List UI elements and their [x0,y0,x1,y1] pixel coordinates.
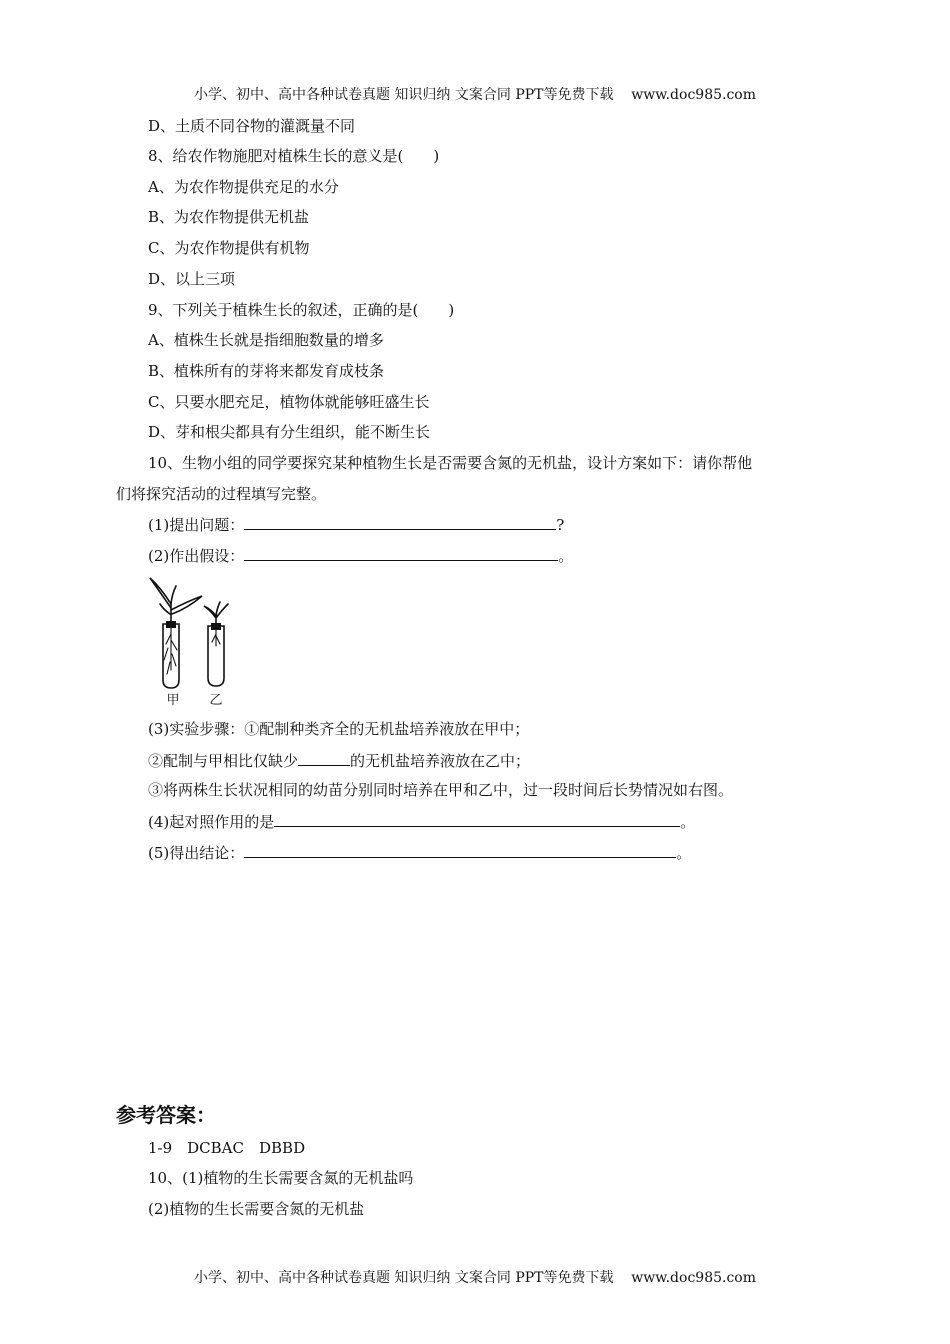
q10-part5 [148,842,691,863]
plant-jia-roots [164,626,177,674]
q9-stem: 9、下列关于植株生长的叙述，正确的是( ) [148,301,455,319]
q9-option-a: A、植株生长就是指细胞数量的增多 [148,331,384,349]
q10-part5-end: 。 [676,844,692,862]
q9-option-c: C、只要水肥充足，植物体就能够旺盛生长 [148,393,430,411]
label-yi: 乙 [209,693,223,706]
q10-part2-blank[interactable] [244,545,558,561]
q10-part1 [148,514,564,535]
q8-stem: 8、给农作物施肥对植株生长的意义是( ) [148,147,440,165]
answers-line1: 1-9 DCBAC DBBD [148,1139,306,1157]
q8-option-c: C、为农作物提供有机物 [148,239,310,257]
q10-step2-before: ②配制与甲相比仅缺少 [148,752,299,770]
q10-part4 [148,811,695,832]
q10-stem-line2: 们将探究活动的过程填写完整。 [116,485,327,503]
q10-part2-label: (2)作出假设： [148,547,245,565]
q9-option-d: D、芽和根尖都具有分生组织，能不断生长 [148,423,431,441]
q10-part1-blank[interactable] [244,514,556,530]
page-header: 小学、初中、高中各种试卷真题 知识归纳 文案合同 PPT等免费下载 www.doc985.com [193,87,756,103]
q10-part4-end: 。 [680,813,696,831]
answers-line2: 10、(1)植物的生长需要含氮的无机盐吗 [148,1169,414,1187]
label-jia: 甲 [166,693,180,706]
page-footer: 小学、初中、高中各种试卷真题 知识归纳 文案合同 PPT等免费下载 www.doc985.com [193,1270,756,1286]
q10-part1-end: ? [556,516,565,534]
plant-yi-leaf-left [204,606,216,618]
q10-part2 [148,545,573,566]
q8-option-b: B、为农作物提供无机盐 [148,208,310,226]
q10-part3-step3: ③将两株生长状况相同的幼苗分别同时培养在甲和乙中，过一段时间后长势情况如右图。 [148,781,734,799]
q10-part3-step1: (3)实验步骤：①配制种类齐全的无机盐培养液放在甲中； [148,720,530,738]
answers-line3: (2)植物的生长需要含氮的无机盐 [148,1200,365,1218]
plant-yi-roots [212,628,220,646]
q10-part4-blank[interactable] [274,811,680,827]
q7-option-d: D、土质不同谷物的灌溉量不同 [148,117,356,135]
q10-stem-line1: 10、生物小组的同学要探究某种植物生长是否需要含氮的无机盐，设计方案如下：请你帮他 [148,454,753,472]
q10-step2-after: 的无机盐培养液放在乙中； [350,752,531,770]
q8-option-d: D、以上三项 [148,270,236,288]
q10-part4-label: (4)起对照作用的是 [148,813,275,831]
test-tube-figure [146,574,236,706]
plant-jia-leaf-top [171,586,176,604]
q10-part5-blank[interactable] [244,842,676,858]
q9-option-b: B、植株所有的芽将来都发育成枝条 [148,362,385,380]
q10-part3-step2 [148,750,530,771]
q10-part1-label: (1)提出问题： [148,516,245,534]
q8-option-a: A、为农作物提供充足的水分 [148,178,339,196]
plant-jia-leaf-right [171,596,202,614]
q10-step2-blank[interactable] [298,750,350,766]
answers-title: 参考答案： [116,1103,216,1127]
q10-part5-label: (5)得出结论： [148,844,245,862]
q10-part2-end: 。 [558,547,574,565]
